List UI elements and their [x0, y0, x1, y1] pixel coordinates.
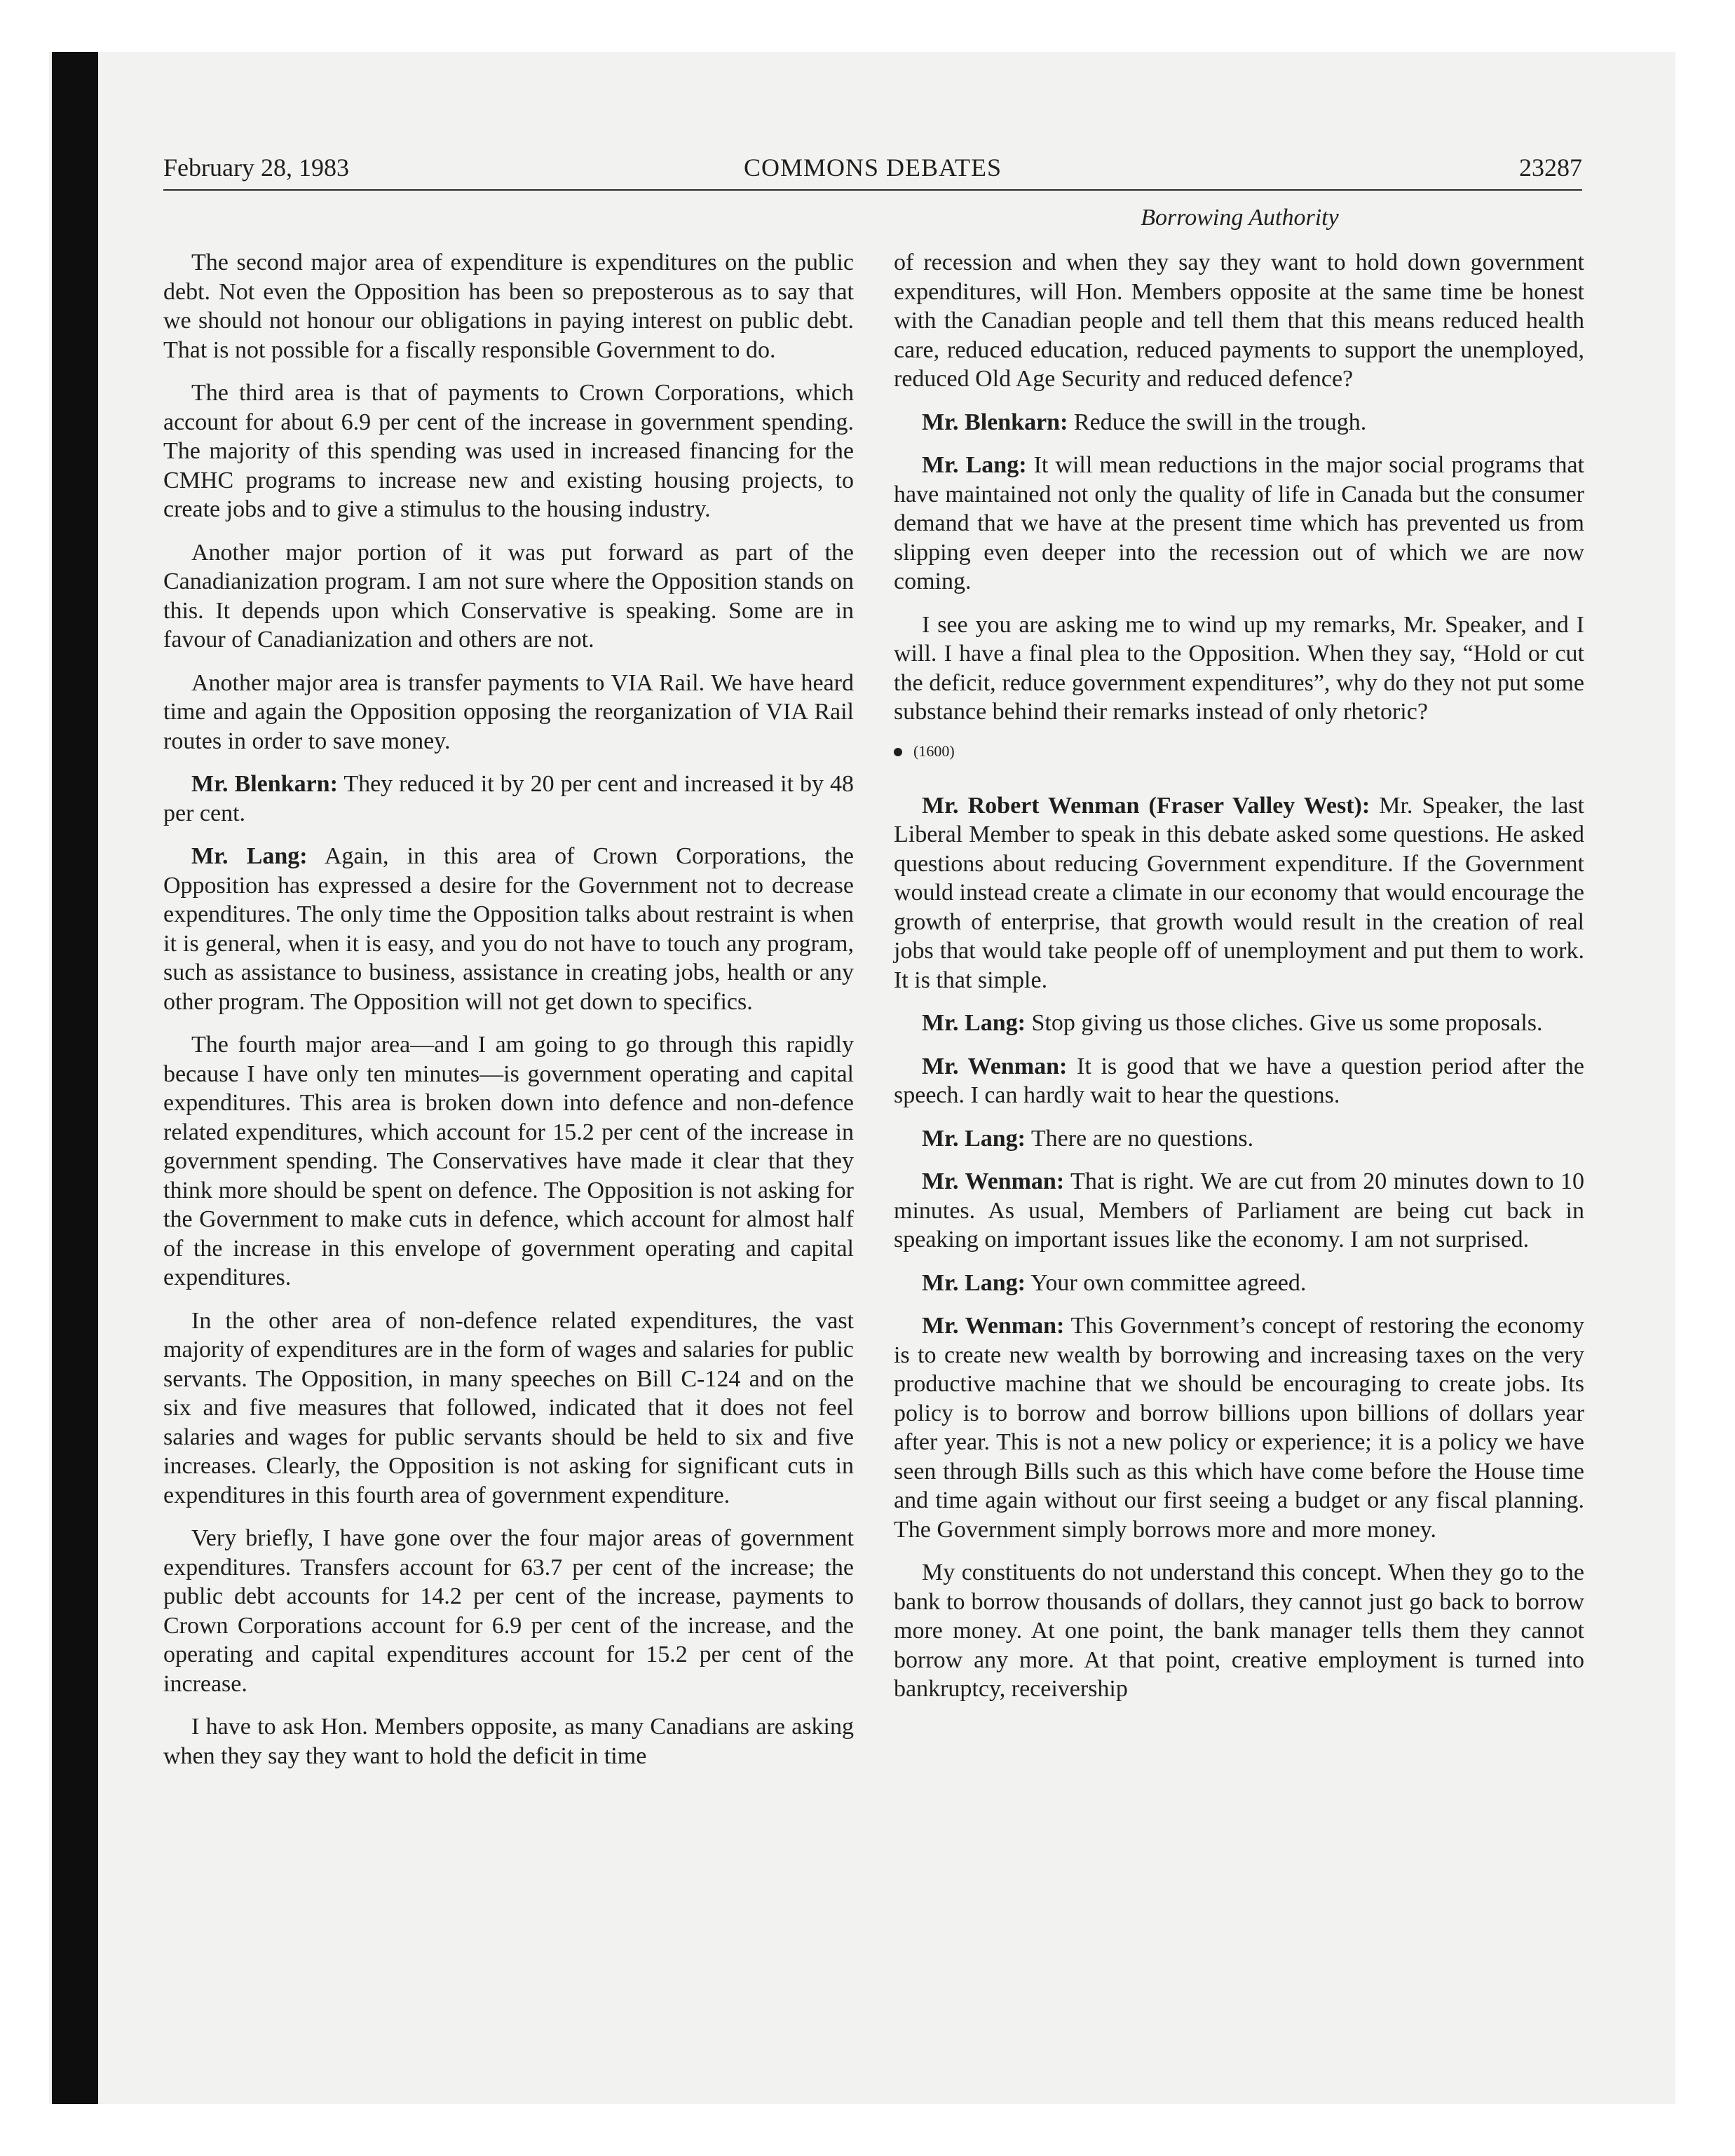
page-header	[163, 153, 1582, 192]
time-marker	[894, 741, 1584, 762]
paragraph-text: It will mean reductions in the major social programs that have maintained not only the quality of life in Canada but the consumer demand that we have at the present time which has prevented us from slipping even deeper into the recession out of which we are now coming.	[894, 452, 1584, 594]
paragraph	[163, 1524, 854, 1698]
paragraph-text: The fourth major area—and I am going to go through this rapidly because I have only ten minutes—is government operating and capital expenditures. This area is broken down into defence and non-defence related expenditures, which account for 15.2 per cent of the increase in government spending. The Conservatives have made it clear that they think more should be spent on defence. The Opposition is not asking for the Government to make cuts in defence, which account for almost half of the increase in this envelope of government operating and capital expenditures.	[163, 1032, 854, 1290]
paragraph-text: Reduce the swill in the trough.	[1073, 409, 1367, 435]
paragraph	[163, 248, 854, 364]
speaker-name: Mr. Blenkarn:	[191, 771, 338, 797]
speaker-name: Mr. Blenkarn:	[922, 409, 1068, 435]
speech-paragraph	[894, 1167, 1584, 1255]
paragraph	[894, 610, 1584, 727]
speech-paragraph	[894, 408, 1584, 437]
paragraph	[163, 538, 854, 655]
time-marker-label: (1600)	[913, 742, 955, 760]
right-column	[894, 248, 1584, 1718]
header-date: February 28, 1983	[163, 153, 349, 182]
header-page-number: 23287	[1519, 153, 1582, 182]
paragraph-text: Stop giving us those cliches. Give us some proposals.	[1031, 1010, 1543, 1036]
paragraph-text: I see you are asking me to wind up my remarks, Mr. Speaker, and I will. I have a final plea to the Opposition. When they say, “Hold or cut the deficit, reduce government expenditures”, why do they not put some substance behind their remarks instead of only rhetoric?	[894, 611, 1584, 725]
scan-edge-bar	[52, 52, 98, 2104]
right-column-section-a	[894, 408, 1584, 727]
running-head: Borrowing Authority	[1141, 205, 1339, 231]
speech-paragraph	[894, 451, 1584, 596]
speech-paragraph	[894, 791, 1584, 995]
paragraph-text: Again, in this area of Crown Corporations, the Opposition has expressed a desire for the Government not to decrease expenditures. The only time the Opposition talks about restraint is when it is general, when it is easy, and you do not have to touch any program, such as assistance to business, assistance in creating jobs, health or any other program. The Opposition will not get down to specifics.	[163, 843, 854, 1015]
paragraph-text: Your own committee agreed.	[1030, 1269, 1307, 1296]
paragraph-text: Mr. Speaker, the last Liberal Member to speak in this debate asked some questions. He asked questions about reducing Government expenditure. If the Government would instead create a climate in our economy that would encourage the growth of enterprise, that growth would result in the creation of real jobs that would take people off of unemployment and put them to work. It is that simple.	[894, 792, 1584, 993]
speech-paragraph	[894, 1052, 1584, 1110]
speaker-name: Mr. Lang:	[922, 1125, 1026, 1152]
paragraph-text: The second major area of expenditure is expenditures on the public debt. Not even the Opposition has been so preposterous as to say that we should not honour our obligations in paying interest on public debt. That is not possible for a fiscally responsible Government to do.	[163, 250, 854, 363]
continuation-paragraph: of recession and when they say they want to hold down government expenditures, will Hon. Members opposite at the same time be honest with the Canadian people and tell them that this means reduced health care, reduced education, reduced payments to support the unemployed, reduced Old Age Security and reduced defence?	[894, 250, 1584, 392]
paragraph-text: This Government’s concept of restoring the economy is to create new wealth by borrowing and increasing taxes on the very productive machine that we should be encouraging to create jobs. Its policy is to borrow and borrow billions upon billions of dollars year after year. This is not a new policy or experience; it is a policy we have seen through Bills such as this which have come before the House time and time again without our first seeing a budget or any fiscal planning. The Government simply borrows more and more money.	[894, 1313, 1585, 1543]
paragraph-text: Very briefly, I have gone over the four major areas of government expenditures. Transfers account for 63.7 per cent of the increase; the public debt accounts for 14.2 per cent of the increase, payments to Crown Corporations account for 6.9 per cent of the increase, and the operating and capital expenditures account for 15.2 per cent of the increase.	[163, 1525, 854, 1697]
paragraph	[894, 1558, 1584, 1704]
speaker-name: Mr. Wenman:	[922, 1313, 1065, 1339]
paragraph	[163, 1306, 854, 1510]
paragraph-text: I have to ask Hon. Members opposite, as many Canadians are asking when they say they want to hold the deficit in time	[163, 1714, 854, 1769]
bullet-icon	[894, 748, 902, 756]
speaker-name: Mr. Wenman:	[922, 1168, 1065, 1194]
paragraph-text: The third area is that of payments to Crown Corporations, which account for about 6.9 per cent of the increase in government spending. The majority of this spending was used in increased financing for the CMHC programs to increase new and existing housing projects, to create jobs and to give a stimulus to the housing industry.	[163, 380, 854, 522]
paragraph-text: Another major portion of it was put forward as part of the Canadianization program. I am not sure where the Opposition stands on this. It depends upon which Conservative is speaking. Some are in favour of Canadianization and others are not.	[163, 539, 854, 653]
paragraph-text: In the other area of non-defence related expenditures, the vast majority of expenditures are in the form of wages and salaries for public servants. The Opposition, in many speeches on Bill C-124 and on the six and five measures that followed, indicated that it does not feel salaries and wages for public servants should be held to six and five increases. Clearly, the Opposition is not asking for significant cuts in expenditures in this fourth area of government expenditure.	[163, 1307, 854, 1508]
paragraph	[163, 1030, 854, 1292]
paragraph	[163, 378, 854, 524]
paragraph	[163, 1712, 854, 1770]
speaker-name: Mr. Lang:	[922, 1010, 1026, 1036]
speech-paragraph	[163, 842, 854, 1016]
header-publication: COMMONS DEBATES	[743, 153, 1002, 182]
speech-paragraph	[894, 1124, 1584, 1154]
speech-paragraph	[163, 770, 854, 828]
paragraph	[163, 669, 854, 756]
speaker-name: Mr. Lang:	[922, 1269, 1026, 1296]
right-column-section-b	[894, 791, 1584, 1704]
paragraph-text: Another major area is transfer payments to VIA Rail. We have heard time and again the Opposition opposing the reorganization of VIA Rail routes in order to save money.	[163, 669, 854, 754]
speech-paragraph	[894, 1311, 1584, 1544]
header-rule	[163, 189, 1582, 191]
speaker-name: Mr. Wenman:	[922, 1053, 1068, 1079]
speaker-name: Mr. Lang:	[191, 843, 308, 869]
paragraph-text: It is good that we have a question period after the speech. I can hardly wait to hear the questions.	[894, 1053, 1585, 1108]
speaker-name: Mr. Lang:	[922, 452, 1027, 478]
paragraph-text: That is right. We are cut from 20 minutes down to 10 minutes. As usual, Members of Parliament are being cut back in speaking on important issues like the economy. I am not surprised.	[894, 1168, 1585, 1253]
speaker-name: Mr. Robert Wenman (Fraser Valley West):	[922, 792, 1370, 819]
speech-paragraph	[894, 1009, 1584, 1038]
paragraph-text: They reduced it by 20 per cent and increased it by 48 per cent.	[163, 771, 855, 826]
paragraph-text: There are no questions.	[1030, 1125, 1254, 1152]
paragraph-text: My constituents do not understand this concept. When they go to the bank to borrow thousands of dollars, they cannot just go back to borrow more money. At one point, the bank manager tells them they cannot borrow any more. At that point, creative employment is turned into bankruptcy, receivership	[894, 1560, 1584, 1702]
left-column	[163, 248, 854, 1785]
speech-paragraph	[894, 1269, 1584, 1298]
